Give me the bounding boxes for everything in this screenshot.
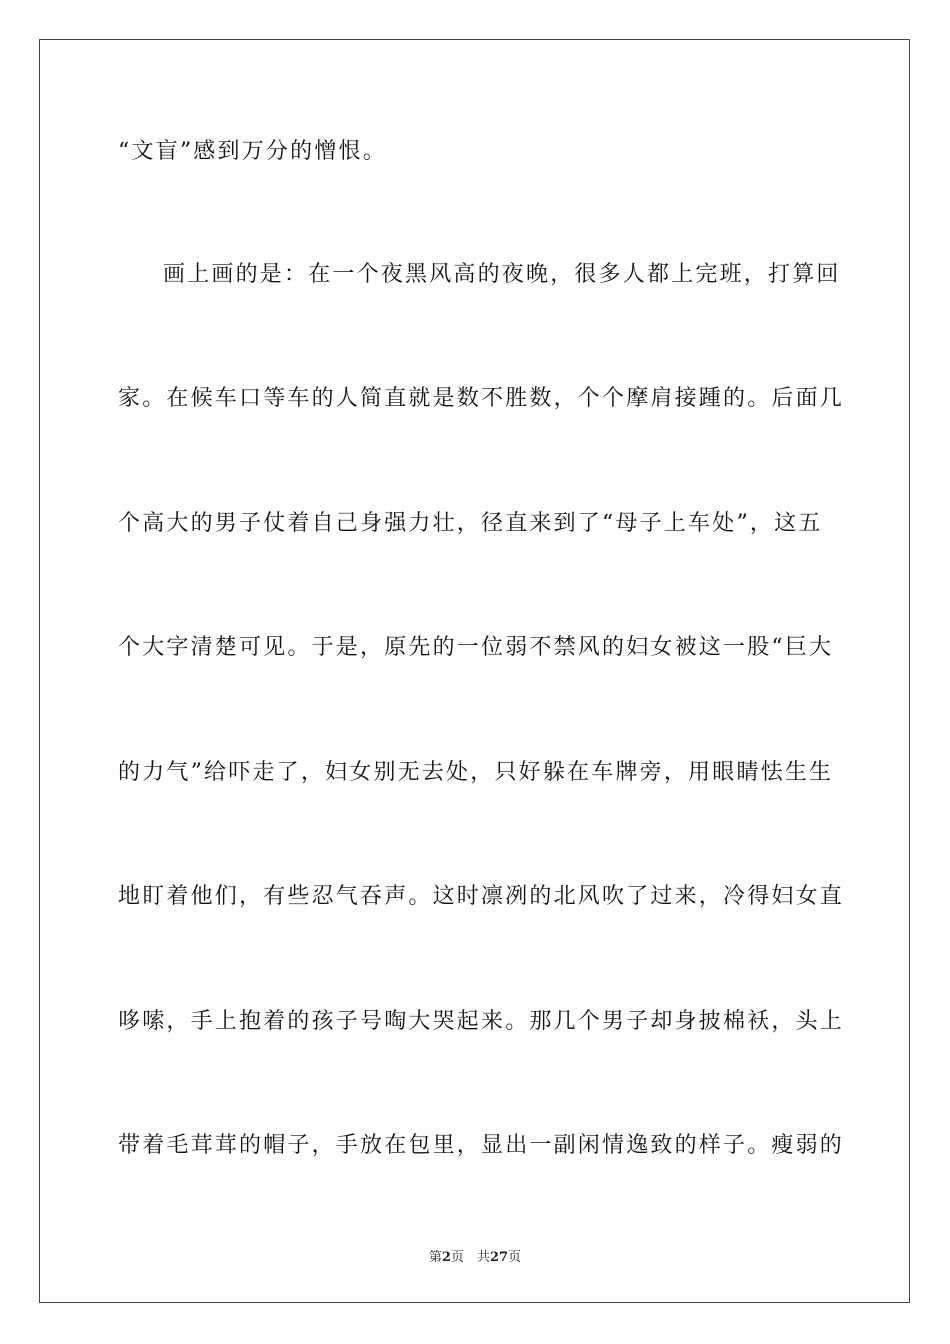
total-page-count: 27 bbox=[489, 1250, 509, 1265]
footer-suffix: 页 bbox=[508, 1250, 522, 1265]
text-line: 的力气”给吓走了，妇女别无去处，只好躲在车牌旁，用眼睛怯生生 bbox=[118, 760, 834, 785]
text-line: 个大字清楚可见。于是，原先的一位弱不禁风的妇女被这一股“巨大 bbox=[118, 635, 834, 660]
text-line: 个高大的男子仗着自己身强力壮，径直来到了“母子上车处”，这五 bbox=[118, 511, 823, 536]
text-line: “文盲”感到万分的憎恨。 bbox=[118, 139, 387, 164]
footer-mid: 页 共 bbox=[450, 1250, 490, 1265]
text-line: 带着毛茸茸的帽子，手放在包里，显出一副闲情逸致的样子。瘦弱的 bbox=[118, 1133, 845, 1158]
current-page-number: 2 bbox=[441, 1250, 451, 1265]
text-line: 哆嗦，手上抱着的孩子号啕大哭起来。那几个男子却身披棉袄，头上 bbox=[118, 1009, 845, 1034]
page-footer bbox=[0, 1246, 950, 1265]
text-line: 画上画的是：在一个夜黑风高的夜晚，很多人都上完班，打算回 bbox=[163, 262, 841, 287]
page-border bbox=[39, 39, 910, 1303]
footer-prefix: 第 bbox=[428, 1250, 442, 1265]
text-line: 家。在候车口等车的人简直就是数不胜数，个个摩肩接踵的。后面几 bbox=[118, 386, 845, 411]
text-line: 地盯着他们，有些忍气吞声。这时凛冽的北风吹了过来，冷得妇女直 bbox=[118, 884, 845, 909]
